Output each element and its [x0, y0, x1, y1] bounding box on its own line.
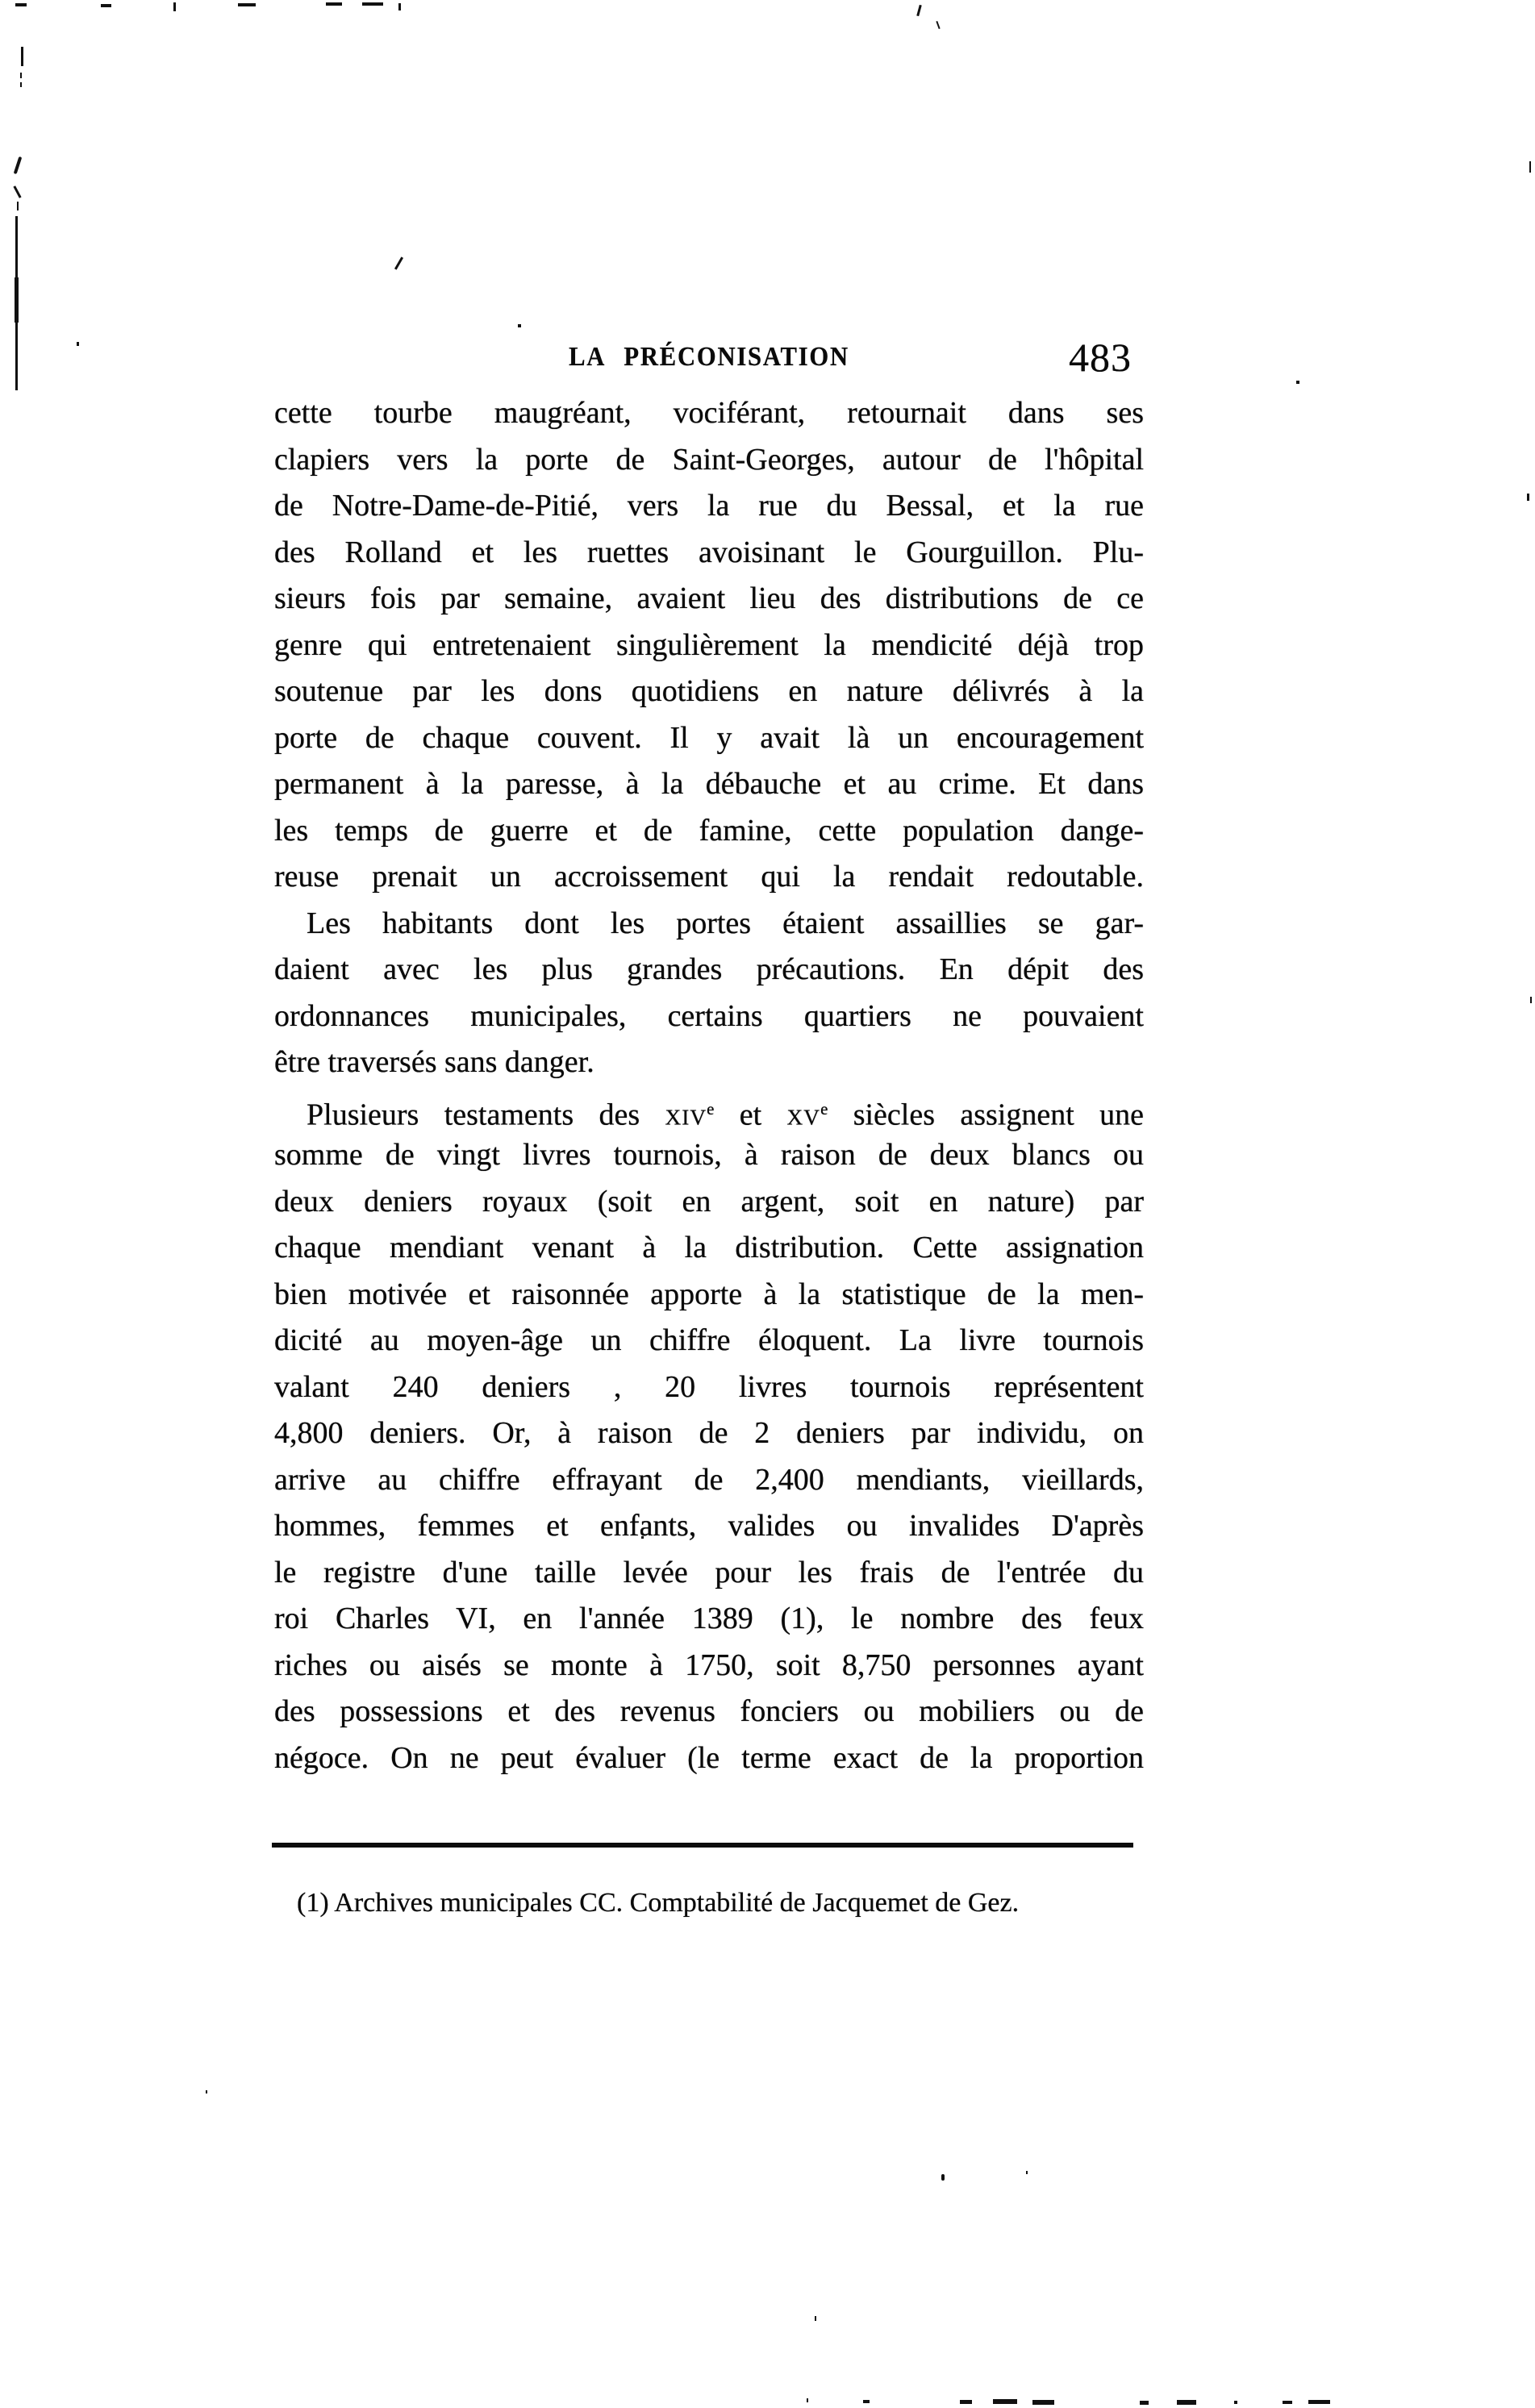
text-line: bien motivée et raisonnée apporte à la statistique de la men-: [274, 1277, 1144, 1311]
text-line: permanent à la paresse, à la débauche et au crime. Et dans: [274, 767, 1144, 801]
text-line: des possessions et des revenus fonciers ou mobiliers ou de: [274, 1694, 1144, 1728]
text-line: valant 240 deniers , 20 livres tournois représentent: [274, 1369, 1144, 1404]
text-line: négoce. On ne peut évaluer (le terme exact de la proportion: [274, 1740, 1144, 1775]
text-line: de Notre-Dame-de-Pitié, vers la rue du Bessal, et la rue: [274, 489, 1144, 523]
text-line: chaque mendiant venant à la distribution. Cette assignation: [274, 1231, 1144, 1264]
text-line: dicité au moyen-âge un chiffre éloquent. La livre tournois: [274, 1323, 1144, 1357]
running-title: LA PRÉCONISATION: [569, 342, 849, 372]
text-line: sieurs fois par semaine, avaient lieu des distributions de ce: [274, 581, 1144, 615]
text-line: le registre d'une taille levée pour les frais de l'entrée du: [274, 1555, 1144, 1589]
footnote-separator: [272, 1843, 1133, 1848]
text-line: clapiers vers la porte de Saint-Georges, autour de l'hôpital: [274, 442, 1144, 477]
text-line: 4,800 deniers. Or, à raison de 2 deniers par individu, on: [274, 1416, 1144, 1450]
body-text: [274, 390, 1144, 1781]
text-line: genre qui entretenaient singulièrement la mendicité déjà trop: [274, 627, 1144, 662]
text-line: hommes, femmes et enfants, valides ou invalides D'après: [274, 1509, 1144, 1543]
text-line: soutenue par les dons quotidiens en nature délivrés à la: [274, 674, 1144, 708]
text-line: cette tourbe maugréant, vociférant, retournait dans ses: [274, 396, 1144, 430]
text-line: deux deniers royaux (soit en argent, soit en nature) par: [274, 1184, 1144, 1219]
text-line: riches ou aisés se monte à 1750, soit 8,750 personnes ayant: [274, 1648, 1144, 1682]
text-line: les temps de guerre et de famine, cette population dange-: [274, 813, 1144, 848]
footnote: (1) Archives municipales CC. Comptabilité de Jacquemet de Gez.: [297, 1888, 1020, 1918]
page-number: 483: [1069, 335, 1132, 380]
text-line: des Rolland et les ruettes avoisinant le Gourguillon. Plu-: [274, 535, 1144, 569]
text-line: Plusieurs testaments des XIVe et XVe siècles assignent une: [307, 1098, 1144, 1132]
text-line: daient avec les plus grandes précautions. En dépit des: [274, 952, 1144, 986]
text-line: être traversés sans danger.: [274, 1045, 594, 1079]
text-line: somme de vingt livres tournois, à raison de deux blancs ou: [274, 1138, 1144, 1172]
text-line: porte de chaque couvent. Il y avait là un encouragement: [274, 720, 1144, 755]
text-line: reuse prenait un accroissement qui la rendait redoutable.: [274, 860, 1144, 894]
text-line: ordonnances municipales, certains quartiers ne pouvaient: [274, 998, 1144, 1033]
text-line: Les habitants dont les portes étaient assaillies se gar-: [307, 906, 1144, 940]
text-line: arrive au chiffre effrayant de 2,400 mendiants, vieillards,: [274, 1462, 1144, 1497]
page-header: [274, 335, 1144, 387]
text-line: roi Charles VI, en l'année 1389 (1), le nombre des feux: [274, 1602, 1144, 1635]
